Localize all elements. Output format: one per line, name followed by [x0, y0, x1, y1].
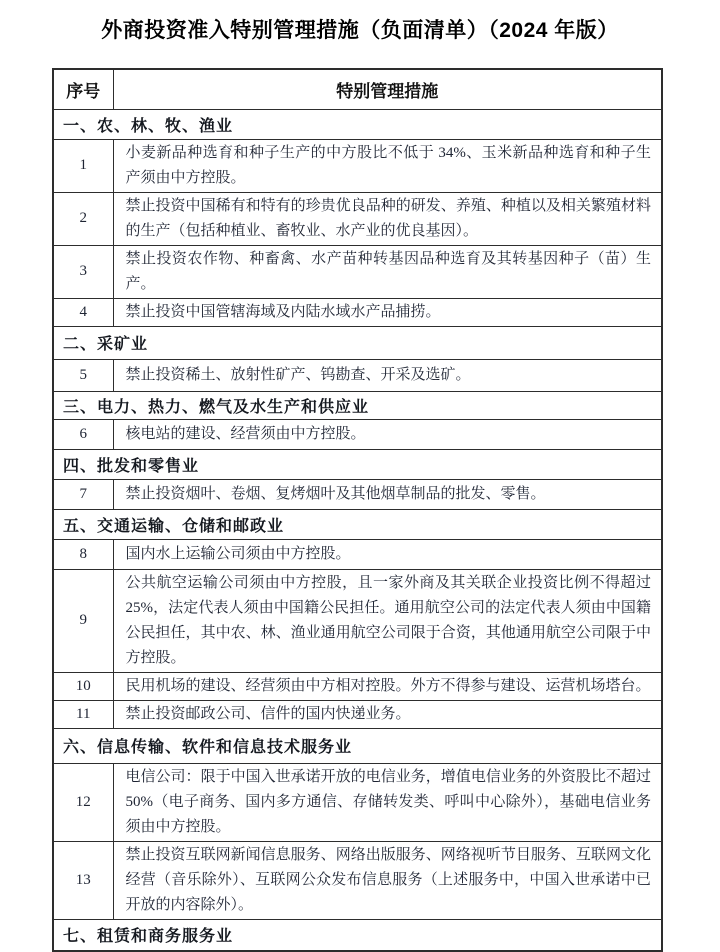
- section-label: 七、租赁和商务服务业: [53, 919, 662, 951]
- section-label: 三、电力、热力、燃气及水生产和供应业: [53, 391, 662, 419]
- row-measure-text: 禁止投资互联网新闻信息服务、网络出版服务、网络视听节目服务、互联网文化经营（音乐除外）、互联网公众发布信息服务（上述服务中，中国入世承诺中已开放的内容除外）。: [113, 841, 662, 919]
- row-number: 12: [53, 763, 113, 841]
- section-row: [53, 728, 662, 763]
- row-measure-text: 民用机场的建设、经营须由中方相对控股。外方不得参与建设、运营机场塔台。: [113, 672, 662, 700]
- section-row: [53, 919, 662, 951]
- row-measure-text: 禁止投资中国稀有和特有的珍贵优良品种的研发、养殖、种植以及相关繁殖材料的生产（包括种植业、畜牧业、水产业的优良基因）。: [113, 192, 662, 245]
- table-row: [53, 298, 662, 326]
- column-header-index: 序号: [53, 69, 113, 109]
- row-number: 13: [53, 841, 113, 919]
- row-number: 9: [53, 569, 113, 672]
- row-number: 2: [53, 192, 113, 245]
- table-row: [53, 569, 662, 672]
- table-row: [53, 419, 662, 449]
- row-measure-text: 禁止投资稀土、放射性矿产、钨勘查、开采及选矿。: [113, 359, 662, 391]
- row-measure-text: 禁止投资农作物、种畜禽、水产苗种转基因品种选育及其转基因种子（苗）生产。: [113, 245, 662, 298]
- row-number: 11: [53, 700, 113, 728]
- row-measure-text: 公共航空运输公司须由中方控股，且一家外商及其关联企业投资比例不得超过 25%，法定代表人须由中国籍公民担任。通用航空公司的法定代表人须由中国籍公民担任，其中农、林、渔业通用航空公司限于合资，其他通用航空公司限于中方控股。: [113, 569, 662, 672]
- table-row: [53, 841, 662, 919]
- section-label: 二、采矿业: [53, 326, 662, 359]
- row-measure-text: 核电站的建设、经营须由中方控股。: [113, 419, 662, 449]
- section-label: 五、交通运输、仓储和邮政业: [53, 509, 662, 539]
- row-measure-text: 禁止投资邮政公司、信件的国内快递业务。: [113, 700, 662, 728]
- table-row: [53, 763, 662, 841]
- row-measure-text: 国内水上运输公司须由中方控股。: [113, 539, 662, 569]
- table-row: [53, 359, 662, 391]
- row-measure-text: 禁止投资中国管辖海域及内陆水域水产品捕捞。: [113, 298, 662, 326]
- row-number: 3: [53, 245, 113, 298]
- negative-list-table: [52, 68, 663, 952]
- row-measure-text: 禁止投资烟叶、卷烟、复烤烟叶及其他烟草制品的批发、零售。: [113, 479, 662, 509]
- section-row: [53, 326, 662, 359]
- table-row: [53, 672, 662, 700]
- section-row: [53, 109, 662, 139]
- table-row: [53, 479, 662, 509]
- row-number: 4: [53, 298, 113, 326]
- row-number: 6: [53, 419, 113, 449]
- section-row: [53, 449, 662, 479]
- table-row: [53, 539, 662, 569]
- row-number: 7: [53, 479, 113, 509]
- table-row: [53, 700, 662, 728]
- table-row: [53, 245, 662, 298]
- row-measure-text: 电信公司：限于中国入世承诺开放的电信业务，增值电信业务的外资股比不超过 50%（电子商务、国内多方通信、存储转发类、呼叫中心除外），基础电信业务须由中方控股。: [113, 763, 662, 841]
- table-row: [53, 192, 662, 245]
- section-row: [53, 509, 662, 539]
- table-row: [53, 139, 662, 192]
- section-label: 四、批发和零售业: [53, 449, 662, 479]
- row-measure-text: 小麦新品种选育和种子生产的中方股比不低于 34%、玉米新品种选育和种子生产须由中方控股。: [113, 139, 662, 192]
- document-title: 外商投资准入特别管理措施（负面清单）（2024 年版）: [101, 19, 619, 42]
- row-number: 5: [53, 359, 113, 391]
- section-label: 一、农、林、牧、渔业: [53, 109, 662, 139]
- column-header-measures: 特别管理措施: [113, 69, 662, 109]
- row-number: 8: [53, 539, 113, 569]
- section-label: 六、信息传输、软件和信息技术服务业: [53, 728, 662, 763]
- table-header-row: [53, 69, 662, 109]
- row-number: 1: [53, 139, 113, 192]
- section-row: [53, 391, 662, 419]
- row-number: 10: [53, 672, 113, 700]
